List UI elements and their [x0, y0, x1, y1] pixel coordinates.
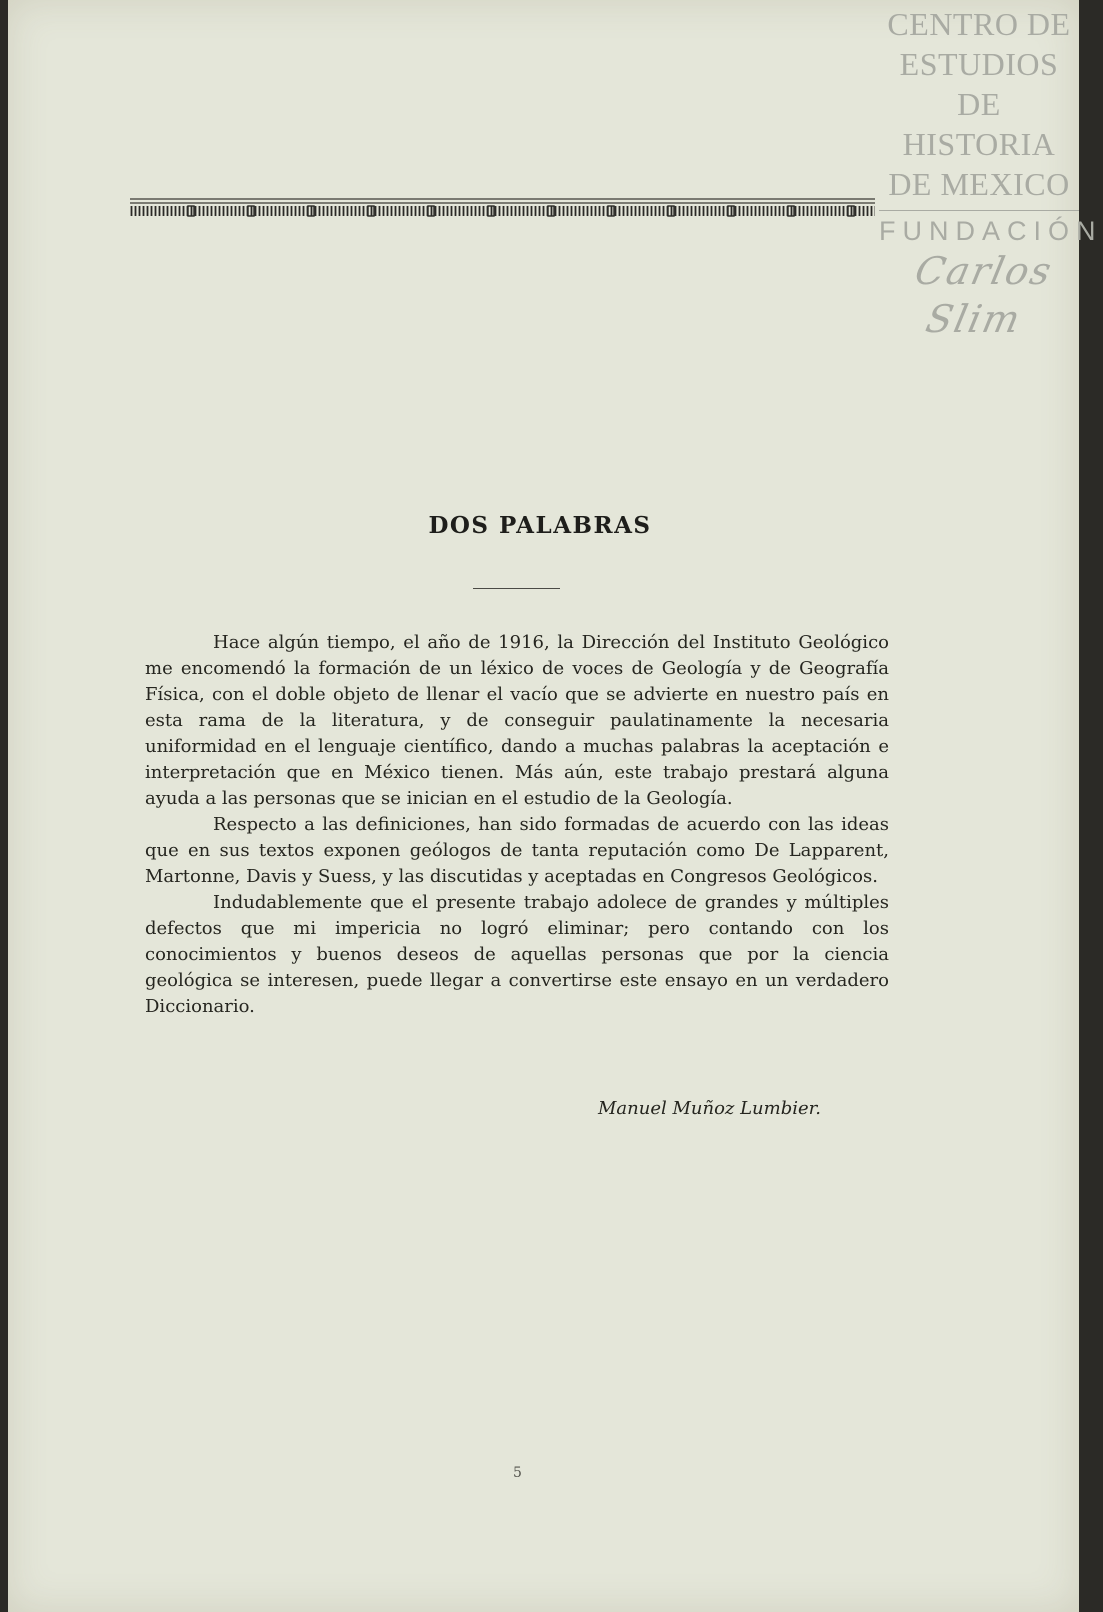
paragraph-3: Indudablemente que el presente trabajo adolece de grandes y múltiples defectos que mi impericia no logró eliminar; pero contando con los conocimientos y buenos deseos de aquellas personas que por la ciencia geológica se interesen, puede llegar a convertirse este ensayo en un verdadero Diccionario.: [145, 892, 889, 1017]
decorative-border-ornament: [130, 196, 875, 218]
paragraph-1: Hace algún tiempo, el año de 1916, la Dirección del Instituto Geológico me encomendó la formación de un léxico de voces de Geología y de Geografía Física, con el doble objeto de llenar el vacío que se advierte en nuestro país en esta rama de la literatura, y de conseguir paulatinamente la necesaria uniformidad en el lenguaje científico, dando a muchas palabras la aceptación e interpretación que en México tienen. Más aún, este trabajo prestará alguna ayuda a las personas que se inician en el estudio de la Geología.: [145, 632, 889, 809]
paragraph-2: Respecto a las definiciones, han sido formadas de acuerdo con las ideas que en sus textos exponen geólogos de tanta reputación como De Lapparent, Martonne, Davis y Suess, y las discutidas y aceptadas en Congresos Geológicos.: [145, 814, 889, 887]
title-divider: [473, 588, 560, 589]
document-page: [8, 0, 1103, 1612]
watermark-signature: Carlos Slim: [911, 249, 1057, 341]
watermark-line-3: DE HISTORIA: [902, 86, 1056, 162]
page-number: 5: [513, 1465, 522, 1481]
body-text: [145, 630, 889, 1020]
archive-watermark: [879, 4, 1103, 343]
watermark-line-2: ESTUDIOS: [899, 46, 1059, 82]
watermark-divider: [879, 210, 1079, 211]
page-title: DOS PALABRAS: [428, 512, 652, 539]
watermark-line-4: DE MEXICO: [888, 166, 1070, 202]
author-signature: Manuel Muñoz Lumbier.: [597, 1098, 821, 1119]
watermark-foundation: FUNDACIÓN: [879, 216, 1103, 246]
watermark-line-1: CENTRO DE: [887, 6, 1071, 42]
